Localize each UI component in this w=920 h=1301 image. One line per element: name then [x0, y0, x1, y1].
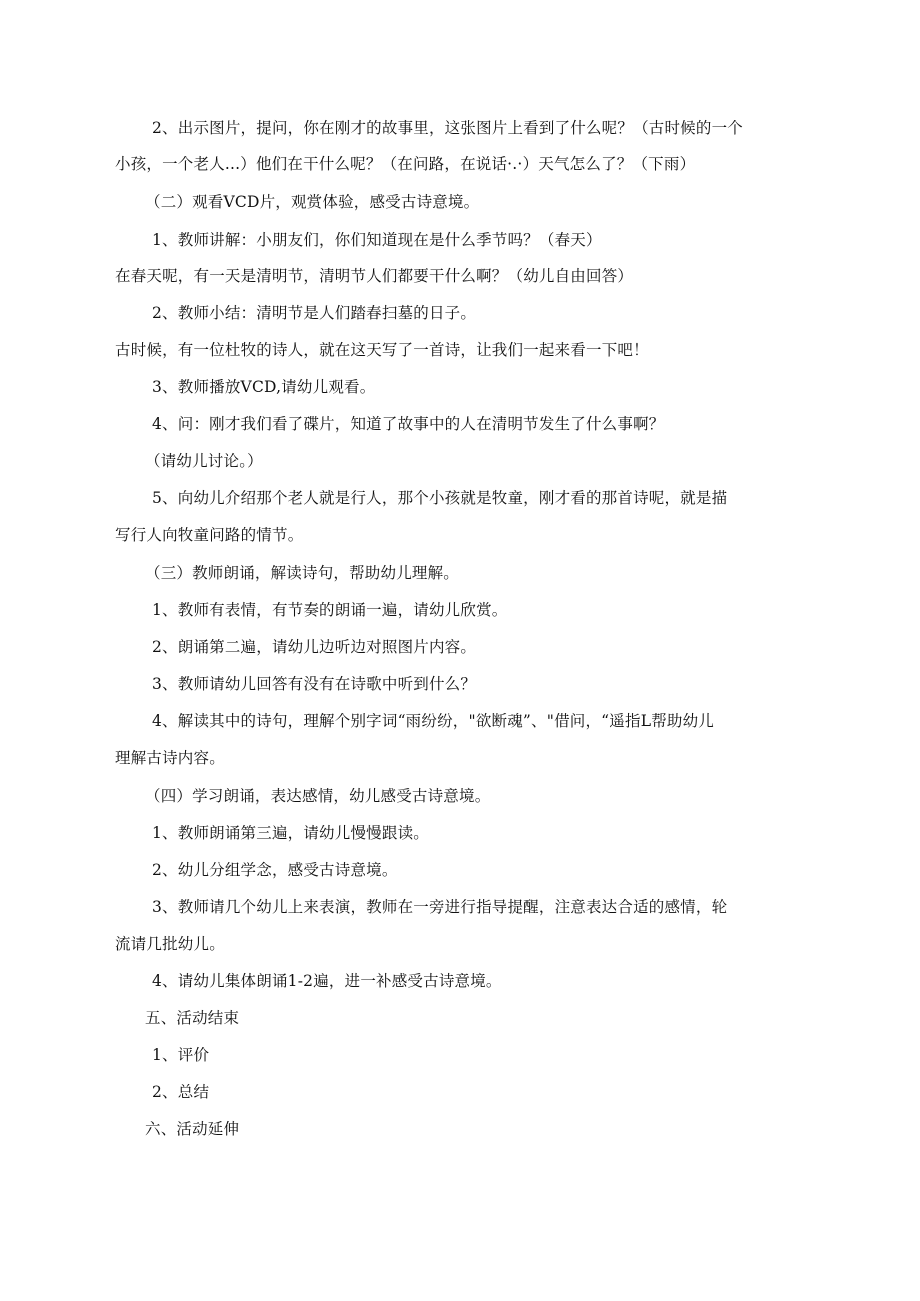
- section-heading: 五、活动结束: [145, 1009, 240, 1027]
- paragraph-line: 3、教师请幼儿回答有没有在诗歌中听到什么？: [152, 675, 477, 693]
- paragraph-line: 1、评价: [152, 1046, 210, 1064]
- paragraph-line: 1、教师有表情，有节奏的朗诵一遍，请幼儿欣赏。: [152, 601, 508, 619]
- section-heading: （三）教师朗诵，解读诗句，帮助幼儿理解。: [145, 564, 460, 582]
- section-heading: （四）学习朗诵，表达感情，幼儿感受古诗意境。: [145, 787, 491, 805]
- paragraph-line: 1、教师讲解：小朋友们，你们知道现在是什么季节吗？（春天）: [152, 231, 602, 249]
- paragraph-line: 4、问：刚才我们看了碟片，知道了故事中的人在清明节发生了什么事啊？: [152, 415, 665, 433]
- paragraph-line: 古时候，有一位杜牧的诗人，就在这天写了一首诗，让我们一起来看一下吧！: [115, 341, 649, 359]
- paragraph-line: 1、教师朗诵第三遍，请幼儿慢慢跟读。: [152, 824, 429, 842]
- paragraph-line: 2、总结: [152, 1083, 210, 1101]
- section-heading: （二）观看VCD片，观赏体验，感受古诗意境。: [145, 193, 480, 211]
- paragraph-line: 理解古诗内容。: [115, 749, 225, 767]
- paragraph-line: 2、幼儿分组学念，感受古诗意境。: [152, 861, 398, 879]
- paragraph-line: 2、朗诵第二遍，请幼儿边听边对照图片内容。: [152, 638, 477, 656]
- paragraph-line: 4、解读其中的诗句，理解个别字词“雨纷纷，"欲断魂”、"借问，“遥指L帮助幼儿: [152, 712, 714, 730]
- paragraph-line: （请幼儿讨论。）: [145, 452, 263, 470]
- paragraph-line: 在春天呢，有一天是清明节，清明节人们都要干什么啊？（幼儿自由回答）: [115, 267, 634, 285]
- paragraph-line: 2、教师小结：清明节是人们踏春扫墓的日子。: [152, 304, 477, 322]
- paragraph-line: 3、教师请几个幼儿上来表演，教师在一旁进行指导提醒，注意表达合适的感情，轮: [152, 898, 728, 916]
- section-heading: 六、活动延伸: [145, 1120, 240, 1138]
- paragraph-line: 4、请幼儿集体朗诵1-2遍，进一补感受古诗意境。: [152, 972, 502, 990]
- paragraph-line: 5、向幼儿介绍那个老人就是行人，那个小孩就是牧童，刚才看的那首诗呢，就是描: [152, 489, 728, 507]
- paragraph-line: 流请几批幼儿。: [115, 935, 225, 953]
- paragraph-line: 3、教师播放VCD,请幼儿观看。: [152, 378, 376, 396]
- paragraph-line: 写行人向牧童问路的情节。: [115, 526, 304, 544]
- paragraph-line: 2、出示图片，提问，你在刚才的故事里，这张图片上看到了什么呢？（古时候的一个: [152, 119, 743, 137]
- paragraph-line: 小孩，一个老人...）他们在干什么呢？（在问路，在说话·.·）天气怎么了？（下雨）: [115, 155, 696, 173]
